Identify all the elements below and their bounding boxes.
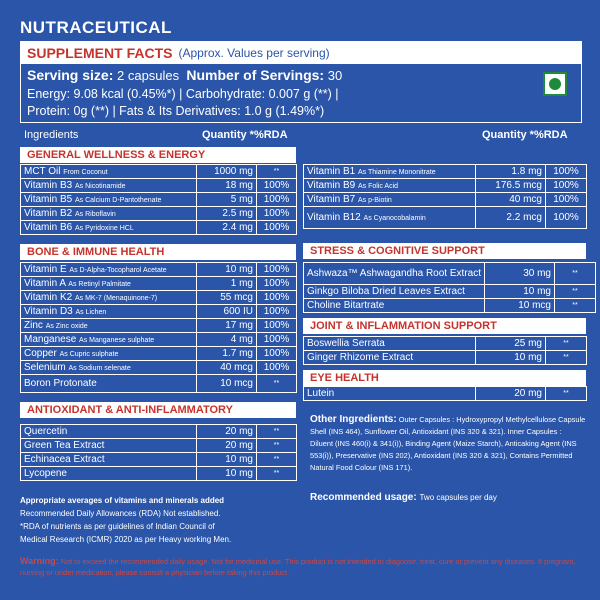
ingredient-quantity: 55 mcg [197,291,257,305]
supplement-facts-header [21,42,581,64]
ingredient-source: As Pyridoxine HCL [74,225,134,232]
ingredient-row [21,277,297,291]
ingredient-quantity: 20 mg [197,439,257,453]
ingredient-name-text: Green Tea Extract [24,440,105,451]
notes-line-2: Recommended Daily Allowances (RDA) Not established. [20,509,221,518]
ingredient-quantity: 20 mg [197,425,257,439]
ingredient-name-text: Zinc [24,320,43,331]
approx-note: (Approx. Values per serving) [178,46,330,60]
ingredient-name-text: Vitamin B2 [24,208,73,219]
ingredient-name-text: Vitamin B9 [307,180,356,191]
ingredient-source: As Nicotinamide [74,183,126,190]
ingredient-rda: 100% [546,207,587,229]
ingredient-name [304,179,476,193]
ingredient-row [21,439,297,453]
serving-size-value: 2 capsules [117,68,180,83]
ingredient-rda: 100% [257,221,297,235]
quantity-rda-header-left: Quantity *%RDA [202,129,288,141]
ingredient-name-text: Boron Protonate [24,378,97,389]
ingredient-name-text: Vitamin B7 [307,194,356,205]
ingredient-rda: 100% [257,263,297,277]
notes-line-1: Appropriate averages of vitamins and minerals added [20,496,225,505]
ingredient-quantity: 176.5 mcg [476,179,546,193]
ingredient-source: As MK-7 (Menaquinone-7) [74,295,158,302]
supplement-facts-box [20,41,582,123]
ingredient-rda: ** [554,263,595,285]
ingredient-name [304,337,476,351]
ingredient-quantity: 30 mg [484,263,554,285]
ingredient-name-text: Manganese [24,334,77,345]
ingredient-name-text: Vitamin A [24,278,66,289]
page-title: NUTRACEUTICAL [20,18,172,37]
ingredient-source: As Thiamine Mononitrate [357,169,436,176]
ingredient-row [21,375,297,393]
section-bone-immune: BONE & IMMUNE HEALTH [20,244,296,260]
notes-line-4: Medical Research (ICMR) 2020 as per Heavy working Men. [20,535,232,544]
ingredient-row [21,207,297,221]
ingredient-rda: ** [257,453,297,467]
ingredient-name [21,277,197,291]
protein-line: Protein: 0g (**) | Fats & Its Derivatives: 1.0 g (1.49%*) [27,104,325,118]
serving-row [27,67,342,83]
ingredient-rda: 100% [257,179,297,193]
ingredient-row [304,387,587,401]
ingredient-name [21,467,197,481]
ingredient-quantity: 10 mg [476,351,546,365]
ingredient-name [21,347,197,361]
ingredient-row [304,193,587,207]
ingredient-name [304,207,476,229]
ingredient-name [21,263,197,277]
ingredient-row [21,361,297,375]
ingredient-row [21,263,297,277]
ingredient-quantity: 17 mg [197,319,257,333]
ingredient-rda: ** [546,337,587,351]
ingredient-row [21,453,297,467]
ingredient-quantity: 10 mg [197,263,257,277]
ingredient-rda: ** [257,467,297,481]
recommended-usage-label: Recommended usage: [310,492,417,503]
ingredient-name [21,305,197,319]
ingredients-column-header: Ingredients [24,129,79,141]
ingredient-row [304,179,587,193]
ingredient-quantity: 10 mg [484,285,554,299]
ingredient-source: As Calcium D-Pantothenate [74,197,162,204]
ingredient-source: As Zinc oxide [45,323,88,330]
veg-mark-icon [543,72,567,96]
ingredient-row [21,221,297,235]
eye-health-table [303,386,587,401]
ingredient-rda: 100% [257,291,297,305]
ingredient-name-text: MCT Oil [24,166,61,177]
ingredient-quantity: 2.4 mg [197,221,257,235]
ingredient-rda: 100% [546,179,587,193]
ingredient-name-text: Ginkgo Biloba Dried Leaves Extract [307,286,465,297]
ingredient-name [21,291,197,305]
section-eye-health: EYE HEALTH [303,370,586,386]
ingredient-rda: ** [257,439,297,453]
ingredient-name-text: Lutein [307,388,335,399]
ingredient-rda: 100% [546,165,587,179]
ingredient-name-text: Echinacea Extract [24,454,105,465]
notes-line-3: *RDA of nutrients as per guidelines of Indian Council of [20,522,215,531]
ingredient-name-text: Lycopene [24,468,67,479]
ingredient-name [304,351,476,365]
ingredient-name [21,193,197,207]
ingredient-quantity: 1.7 mg [197,347,257,361]
servings-label: Number of Servings: [186,67,325,83]
ingredient-rda: 100% [546,193,587,207]
ingredient-row [21,425,297,439]
ingredient-rda: ** [554,285,595,299]
ingredient-source: As p-Biotin [357,197,392,204]
ingredient-rda: ** [257,375,297,393]
ingredient-name-text: Vitamin B1 [307,166,356,177]
ingredient-name [21,221,197,235]
ingredient-source: As Riboflavin [74,211,116,218]
ingredient-source: As D-Alpha-Tocopharol Acetate [69,267,167,274]
ingredient-name-text: Quercetin [24,426,68,437]
ingredient-source: As Lichen [75,309,107,316]
ingredient-source: As Sodium selenate [68,365,131,372]
servings-value: 30 [327,68,343,83]
ingredient-quantity: 1.8 mg [476,165,546,179]
other-ingredients-label: Other Ingredients: [310,414,397,425]
ingredient-rda: 100% [257,333,297,347]
ingredient-row [21,305,297,319]
ingredient-name [304,193,476,207]
ingredient-name [21,425,197,439]
ingredient-name-text: Vitamin D3 [24,306,73,317]
ingredient-quantity: 25 mg [476,337,546,351]
rda-notes [20,494,310,546]
ingredient-rda: 100% [257,361,297,375]
ingredient-name-text: Vitamin B12 [307,212,361,223]
ingredient-rda: 100% [257,305,297,319]
ingredient-quantity: 4 mg [197,333,257,347]
ingredient-name-text: Ginger Rhizome Extract [307,352,414,363]
ingredient-name [21,361,197,375]
antioxidant-table [20,424,297,481]
energy-line: Energy: 9.08 kcal (0.45%*) | Carbohydrate: 0.007 g (**) | [27,87,339,101]
ingredient-name [304,299,485,313]
section-joint-inflammation: JOINT & INFLAMMATION SUPPORT [303,318,586,334]
ingredient-quantity: 1 mg [197,277,257,291]
ingredient-source: From Coconut [63,169,108,176]
ingredient-quantity: 2.2 mcg [476,207,546,229]
ingredient-name [21,453,197,467]
section-antioxidant: ANTIOXIDANT & ANTI-INFLAMMATORY [20,402,296,418]
ingredient-source: As Retinyl Palmitate [68,281,131,288]
ingredient-rda: ** [257,165,297,179]
ingredient-source: As Manganese sulphate [79,337,155,344]
ingredient-name [21,319,197,333]
ingredient-name-text: Boswellia Serrata [307,338,385,349]
ingredient-quantity: 10 mg [197,467,257,481]
ingredient-rda: 100% [257,207,297,221]
ingredient-row [21,179,297,193]
ingredient-source: As Folic Acid [357,183,399,190]
ingredient-row [304,337,587,351]
ingredient-quantity: 18 mg [197,179,257,193]
ingredient-name [304,387,476,401]
recommended-usage [310,492,497,503]
warning-body: Not to exceed the recommended daily usage. Not for medicinal use. This product is not intended to diagnose, treat, cure or prevent any diseases. If pregnant, nursing or under medication, please consult a physician before taking this product. [20,557,576,577]
ingredient-quantity: 5 mg [197,193,257,207]
ingredient-name-text: Vitamin E [24,264,67,275]
ingredient-row [304,207,587,229]
ingredient-quantity: 40 mcg [476,193,546,207]
ingredient-row [304,351,587,365]
ingredient-row [21,193,297,207]
ingredient-quantity: 10 mcg [197,375,257,393]
ingredient-name-text: Vitamin B6 [24,222,73,233]
ingredient-rda: 100% [257,277,297,291]
ingredient-name-text: Vitamin B5 [24,194,73,205]
ingredient-source: As Cyanocobalamin [363,215,426,222]
ingredient-name [21,375,197,393]
ingredient-rda: ** [546,351,587,365]
ingredient-quantity: 10 mg [197,453,257,467]
ingredient-name [304,285,485,299]
ingredient-rda: ** [546,387,587,401]
ingredient-quantity: 1000 mg [197,165,257,179]
ingredient-quantity: 20 mg [476,387,546,401]
ingredient-row [21,467,297,481]
ingredient-name-text: Ashwaza™ Ashwagandha Root Extract [307,268,481,279]
ingredient-name-text: Choline Bitartrate [307,300,385,311]
ingredient-name-text: Copper [24,348,57,359]
joint-inflammation-table [303,336,587,365]
ingredient-rda: ** [554,299,595,313]
ingredient-row [21,291,297,305]
ingredient-rda: ** [257,425,297,439]
ingredient-quantity: 40 mcg [197,361,257,375]
ingredient-name [21,165,197,179]
bone-immune-table [20,262,297,393]
ingredient-row [21,347,297,361]
ingredient-row [21,319,297,333]
warning-label: Warning: [20,556,59,566]
ingredient-source: As Cupric sulphate [59,351,119,358]
ingredient-name-text: Vitamin B3 [24,180,73,191]
ingredient-name [21,207,197,221]
ingredient-quantity: 10 mcg [484,299,554,313]
serving-size-label: Serving size: [27,67,114,83]
other-ingredients-text: Outer Capsules : Hydroxypropyl Methylcellulose Capsule Shell (INS 464), Sunflower Oil, Antioxidant (INS 320 & 321). Inner Capsules : Diluent (INS 460(i) & 341(i)), Binding Agent (Maize Starch), Anticaking Agent (INS 553(i)), Preservative (INS 202), Antioxidant (INS 320 & 321), Contains Permitted Natural Food Colour (INS 171). [310,415,586,472]
ingredient-row [304,263,596,285]
ingredient-quantity: 2.5 mg [197,207,257,221]
other-ingredients [310,414,586,474]
ingredient-row [21,165,297,179]
ingredient-row [304,299,596,313]
ingredient-row [304,165,587,179]
ingredient-rda: 100% [257,347,297,361]
ingredient-name [304,263,485,285]
section-stress-cognitive: STRESS & COGNITIVE SUPPORT [303,243,586,259]
ingredient-name-text: Selenium [24,362,66,373]
ingredient-name [21,439,197,453]
ingredient-quantity: 600 IU [197,305,257,319]
ingredient-name [21,179,197,193]
section-general-wellness: GENERAL WELLNESS & ENERGY [20,147,296,163]
ingredient-row [21,333,297,347]
supplement-facts-title: SUPPLEMENT FACTS [27,45,173,61]
b-vitamin-table [303,164,587,229]
ingredient-rda: 100% [257,193,297,207]
ingredient-name-text: Vitamin K2 [24,292,73,303]
ingredient-name [304,165,476,179]
warning-text [20,556,586,578]
general-wellness-table [20,164,297,235]
ingredient-rda: 100% [257,319,297,333]
ingredient-row [304,285,596,299]
quantity-rda-header-right: Quantity *%RDA [482,129,568,141]
ingredient-name [21,333,197,347]
stress-cognitive-table [303,262,596,313]
recommended-usage-text: Two capsules per day [419,493,497,502]
